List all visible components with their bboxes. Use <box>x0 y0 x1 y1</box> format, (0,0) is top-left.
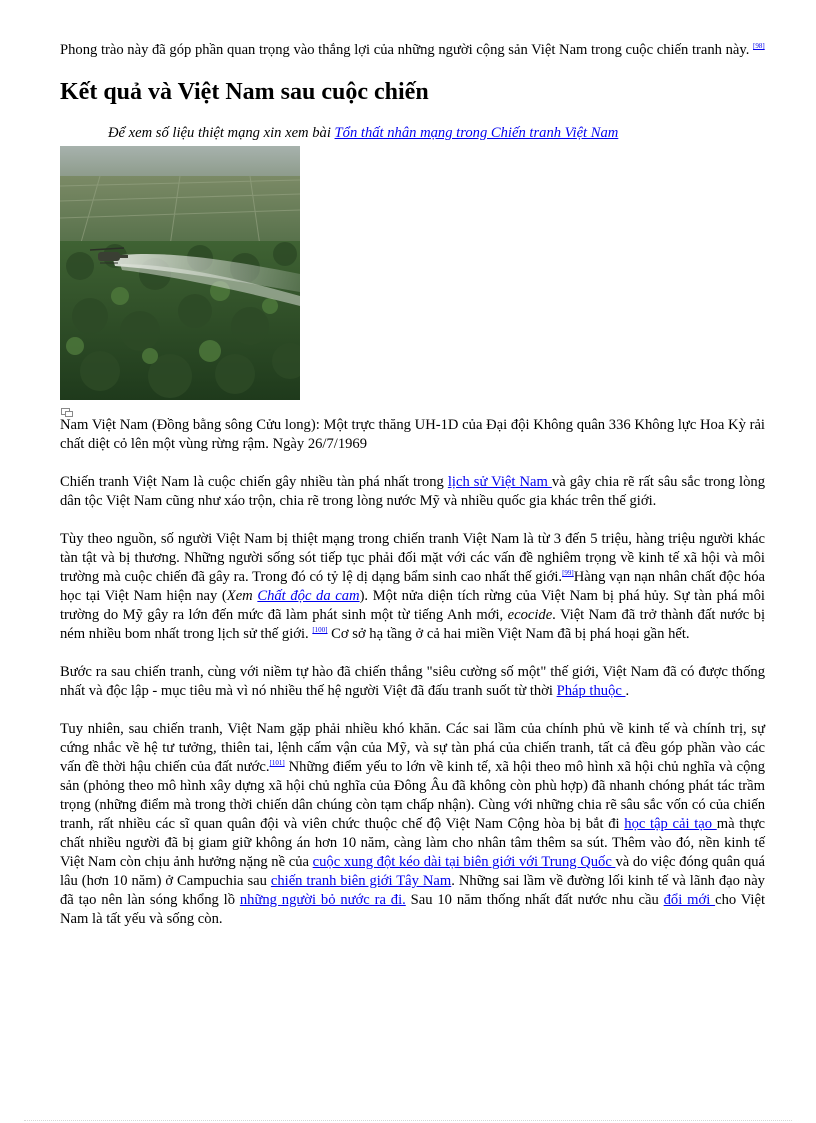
link-southwest-border-war[interactable]: chiến tranh biên giới Tây Nam <box>270 873 452 889</box>
paragraph-postwar: Tuy nhiên, sau chiến tranh, Việt Nam gặp phải nhiều khó khăn. Các sai lầm của chính phủ về kinh tế và chính trị, sự cứng nhắc về hệ tư tưởng, thiên tai, lệnh cấm vận của Mỹ, và sự tàn phá của chiến tranh, tất cả đều góp phần vào các vấn đề thời hậu chiến của đất nước.[101] Những điểm yếu to lớn về kinh tế, xã hội theo mô hình xã hội chủ nghĩa và cộng sản (phỏng theo mô hình xây dựng xã hội chủ nghĩa của Đông Âu đã không còn phù hợp) đã nhanh chóng phát tác trầm trọng (những điểm mà trong thời chiến dân chúng còn tạm chấp nhận). Cùng với những chia rẽ sâu sắc vốn có của chiến tranh, rất nhiều các sĩ quan quân đội và viên chức thuộc chế độ Việt Nam Cộng hòa bị bắt đi học tập cải tạo mà thực chất nhiều người đã bị giam giữ không án hơn 10 năm, càng làm cho nhân tâm thêm sa sút. Thêm vào đó, nền kinh tế Việt Nam còn chịu ảnh hưởng nặng nề của cuộc xung đột kéo dài tại biên giới với Trung Quốc và do việc đóng quân quá lâu (hơn 10 năm) ở Campuchia sau chiến tranh biên giới Tây Nam. Những sai lầm về đường lối kinh tế và lãnh đạo này đã tạo nên làn sóng khổng lồ những người bỏ nước ra đi. Sau 10 năm thống nhất đất nước nhu cầu đổi mới cho Việt Nam là tất yếu và sống còn. <box>60 721 766 927</box>
see-also-link[interactable]: Tổn thất nhân mạng trong Chiến tranh Việt Nam <box>334 125 619 141</box>
citation-98[interactable]: [98] <box>753 42 765 51</box>
term-ecocide: ecocide <box>507 607 553 623</box>
citation-100[interactable]: [100] <box>312 626 328 635</box>
link-agent-orange[interactable]: Chất độc da cam <box>257 588 360 604</box>
intro-text: Phong trào này đã góp phần quan trọng vào thắng lợi của những người cộng sản Việt Nam trong cuộc chiến tranh này. <box>60 42 750 58</box>
link-french-colonial[interactable]: Pháp thuộc <box>556 683 626 699</box>
citation-99[interactable]: [99] <box>562 569 574 578</box>
paragraph-war-impact: Chiến tranh Việt Nam là cuộc chiến gây nhiều tàn phá nhất trong lịch sử Việt Nam và gây chia rẽ rất sâu sắc trong lòng dân tộc Việt Nam cũng như xáo trộn, chia rẽ trong lòng nước Mỹ và nhiều quốc gia khác trên thế giới. <box>60 474 766 509</box>
link-vietnam-history[interactable]: lịch sử Việt Nam <box>447 474 552 490</box>
page-bottom-divider <box>24 1120 792 1121</box>
see-also-note: Để xem số liệu thiệt mạng xin xem bài Tổn thất nhân mạng trong Chiến tranh Việt Nam <box>108 125 619 141</box>
intro-paragraph <box>60 41 765 60</box>
enlarge-icon[interactable] <box>60 405 74 416</box>
paragraph-casualties: Tùy theo nguồn, số người Việt Nam bị thiệt mạng trong chiến tranh Việt Nam là từ 3 đến 5 triệu, hàng triệu người khác tàn tật và bị thương. Những người sống sót tiếp tục phải đối mặt với các vấn đề nghiêm trọng về kinh tế xã hội và môi trường mà cuộc chiến đã gây ra. Trong đó có tỷ lệ dị dạng bẩm sinh cao nhất thế giới.[99]Hàng vạn nạn nhân chất độc hóa học tại Việt Nam hiện nay (Xem Chất độc da cam). Một nửa diện tích rừng của Việt Nam bị phá hủy. Sự tàn phá môi trường do Mỹ gây ra lớn đến mức đã làm phát sinh một từ tiếng Anh mới, ecocide. Việt Nam đã trở thành đất nước bị ném nhiều bom nhất trong lịch sử thế giới. [100] Cơ sở hạ tầng ở cả hai miền Việt Nam đã bị phá hoại gần hết. <box>60 531 766 642</box>
herbicide-helicopter-photo <box>60 146 300 400</box>
citation-101[interactable]: [101] <box>269 759 285 768</box>
section-heading: Kết quả và Việt Nam sau cuộc chiến <box>60 79 429 105</box>
link-sino-vietnam-conflict[interactable]: cuộc xung đột kéo dài tại biên giới với Trung Quốc <box>312 854 616 870</box>
document-page <box>60 41 765 929</box>
paragraph-unification: Bước ra sau chiến tranh, cùng với niềm tự hào đã chiến thắng "siêu cường số một" thế giới, Việt Nam đã có được thống nhất và độc lập - mục tiêu mà vì nó nhiều thế hệ người Việt đã đấu tranh suốt từ thời Pháp thuộc . <box>60 664 765 699</box>
link-doi-moi[interactable]: đổi mới <box>663 892 716 908</box>
link-boat-people[interactable]: những người bỏ nước ra đi. <box>239 892 406 908</box>
figure-caption: Nam Việt Nam (Đồng bằng sông Cửu long): Một trực thăng UH-1D của Đại đội Không quân 336 Không lực Hoa Kỳ rải chất diệt cỏ lên một vùng rừng rậm. Ngày 26/7/1969 <box>60 417 765 452</box>
link-reeducation[interactable]: học tập cải tạo <box>624 816 717 832</box>
